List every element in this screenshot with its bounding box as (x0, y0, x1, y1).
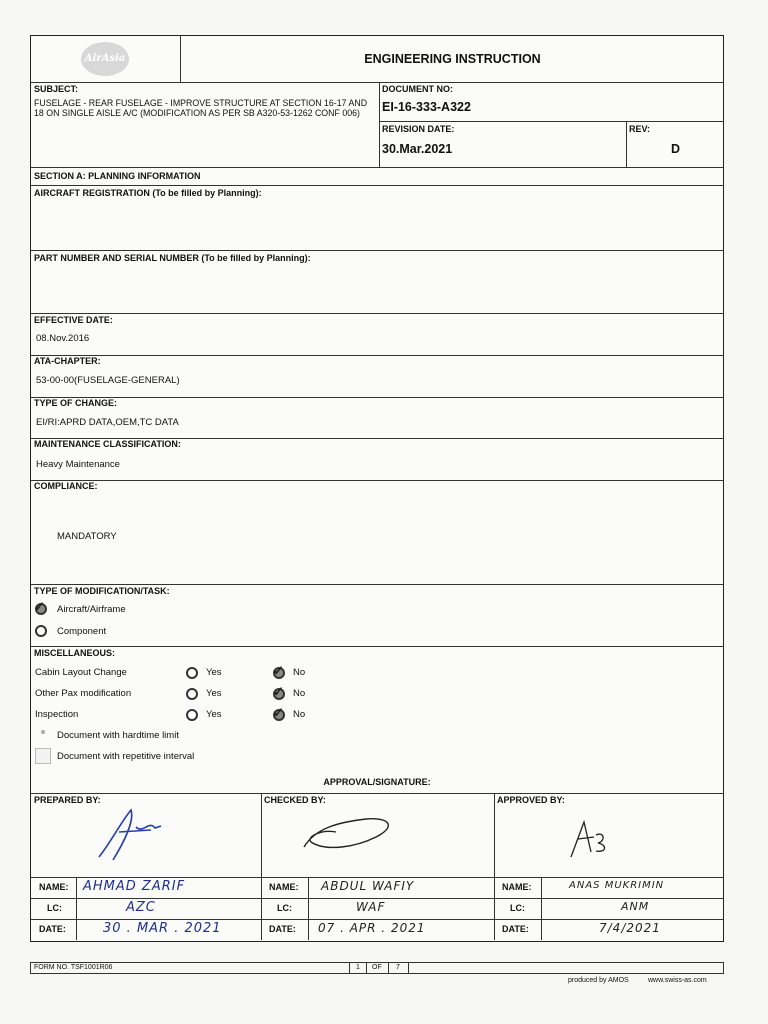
checkmark-icon: ✓ (273, 663, 284, 678)
document-no-value: EI-16-333-A322 (382, 100, 471, 114)
form-number: FORM NO. TSF1001R06 (34, 964, 113, 971)
approved-by-label: APPROVED BY: (497, 795, 565, 805)
component-label: Component (57, 626, 107, 637)
engineering-instruction-form (30, 35, 724, 775)
prepared-lc-value: AZC (126, 900, 156, 915)
subject-label: SUBJECT: (34, 84, 79, 94)
miscellaneous-label: MISCELLANEOUS: (34, 648, 115, 658)
compliance-label: COMPLIANCE: (34, 481, 98, 491)
form-footer (30, 962, 724, 974)
airasia-logo (81, 42, 129, 76)
page-current: 1 (356, 964, 360, 971)
checkmark-icon: ✓ (273, 705, 284, 720)
rev-label: REV: (629, 124, 651, 134)
approval-section (30, 772, 724, 942)
inspection-yes-label: Yes (206, 709, 222, 720)
ata-chapter-value: 53-00-00(FUSELAGE-GENERAL) (36, 375, 180, 386)
prepared-name-value: AHMAD ZARIF (83, 879, 186, 894)
approved-date-value: 7/4/2021 (599, 921, 661, 935)
other-pax-yes-radio[interactable] (186, 688, 198, 700)
repetitive-checkbox[interactable] (35, 748, 51, 764)
logo-text: AirAsia (84, 53, 126, 64)
cabin-layout-label: Cabin Layout Change (35, 667, 127, 678)
checked-by-label: CHECKED BY: (264, 795, 326, 805)
other-pax-yes-label: Yes (206, 688, 222, 699)
inspection-no-label: No (293, 709, 306, 720)
checked-date-label: DATE: (269, 924, 296, 934)
hardtime-label: Document with hardtime limit (57, 730, 179, 741)
type-of-change-value: EI/RI:APRD DATA,OEM,TC DATA (36, 417, 179, 428)
checked-name-value: ABDUL WAFIY (321, 879, 415, 893)
maintenance-classification-label: MAINTENANCE CLASSIFICATION: (34, 439, 181, 449)
prepared-date-label: DATE: (39, 924, 66, 934)
page-total: 7 (396, 964, 400, 971)
aircraft-registration-field[interactable] (32, 200, 722, 249)
modification-type-label: TYPE OF MODIFICATION/TASK: (34, 586, 170, 596)
approved-lc-value: ANM (621, 900, 650, 913)
approved-lc-label: LC: (510, 903, 525, 913)
form-title: ENGINEERING INSTRUCTION (364, 52, 541, 66)
checked-name-label: NAME: (269, 882, 299, 892)
ata-chapter-label: ATA-CHAPTER: (34, 356, 101, 366)
checked-lc-label: LC: (277, 903, 292, 913)
effective-date-value: 08.Nov.2016 (36, 333, 90, 344)
checkmark-icon: ✓ (34, 599, 45, 614)
rev-value: D (671, 142, 681, 156)
checked-signature (296, 807, 406, 862)
approved-name-value: ANAS MUKRIMIN (569, 880, 665, 891)
revision-date-value: 30.Mar.2021 (382, 142, 453, 156)
approved-signature (566, 817, 626, 862)
approved-name-label: NAME: (502, 882, 532, 892)
revision-date-label: REVISION DATE: (382, 124, 455, 134)
repetitive-label: Document with repetitive interval (57, 751, 195, 762)
section-a-title: SECTION A: PLANNING INFORMATION (34, 171, 201, 181)
part-serial-number-field[interactable] (32, 265, 722, 312)
prepared-by-label: PREPARED BY: (34, 795, 101, 805)
other-pax-no-label: No (293, 688, 306, 699)
effective-date-label: EFFECTIVE DATE: (34, 315, 113, 325)
approval-title: APPROVAL/SIGNATURE: (323, 777, 431, 787)
compliance-value: MANDATORY (57, 531, 117, 542)
approved-date-label: DATE: (502, 924, 529, 934)
page-of: OF (372, 964, 382, 971)
checkmark-icon: ✓ (273, 684, 284, 699)
inspection-label: Inspection (35, 709, 79, 720)
prepared-name-label: NAME: (39, 882, 69, 892)
prepared-date-value: 30 . MAR . 2021 (103, 921, 222, 936)
prepared-signature (91, 802, 181, 867)
cabin-layout-yes-radio[interactable] (186, 667, 198, 679)
hardtime-checkbox[interactable] (41, 730, 45, 734)
type-of-change-label: TYPE OF CHANGE: (34, 398, 118, 408)
vendor-website: www.swiss-as.com (648, 977, 707, 984)
subject-value: FUSELAGE - REAR FUSELAGE - IMPROVE STRUCTURE AT SECTION 16-17 AND 18 ON SINGLE AISLE A/C (MODIFICATION AS PER SB A320-53-1262 CONF 006) (34, 98, 368, 118)
inspection-yes-radio[interactable] (186, 709, 198, 721)
aircraft-registration-label: AIRCRAFT REGISTRATION (To be filled by Planning): (34, 188, 262, 198)
cabin-layout-no-label: No (293, 667, 306, 678)
checked-date-value: 07 . APR . 2021 (318, 921, 426, 935)
produced-by: produced by AMOS (568, 977, 629, 984)
component-radio[interactable] (35, 625, 47, 637)
document-no-label: DOCUMENT NO: (382, 84, 453, 94)
other-pax-label: Other Pax modification (35, 688, 132, 699)
maintenance-classification-value: Heavy Maintenance (36, 459, 120, 470)
part-number-label: PART NUMBER AND SERIAL NUMBER (To be filled by Planning): (34, 253, 311, 263)
aircraft-airframe-label: Aircraft/Airframe (57, 604, 126, 615)
cabin-layout-yes-label: Yes (206, 667, 222, 678)
prepared-lc-label: LC: (47, 903, 62, 913)
checked-lc-value: WAF (356, 900, 386, 914)
